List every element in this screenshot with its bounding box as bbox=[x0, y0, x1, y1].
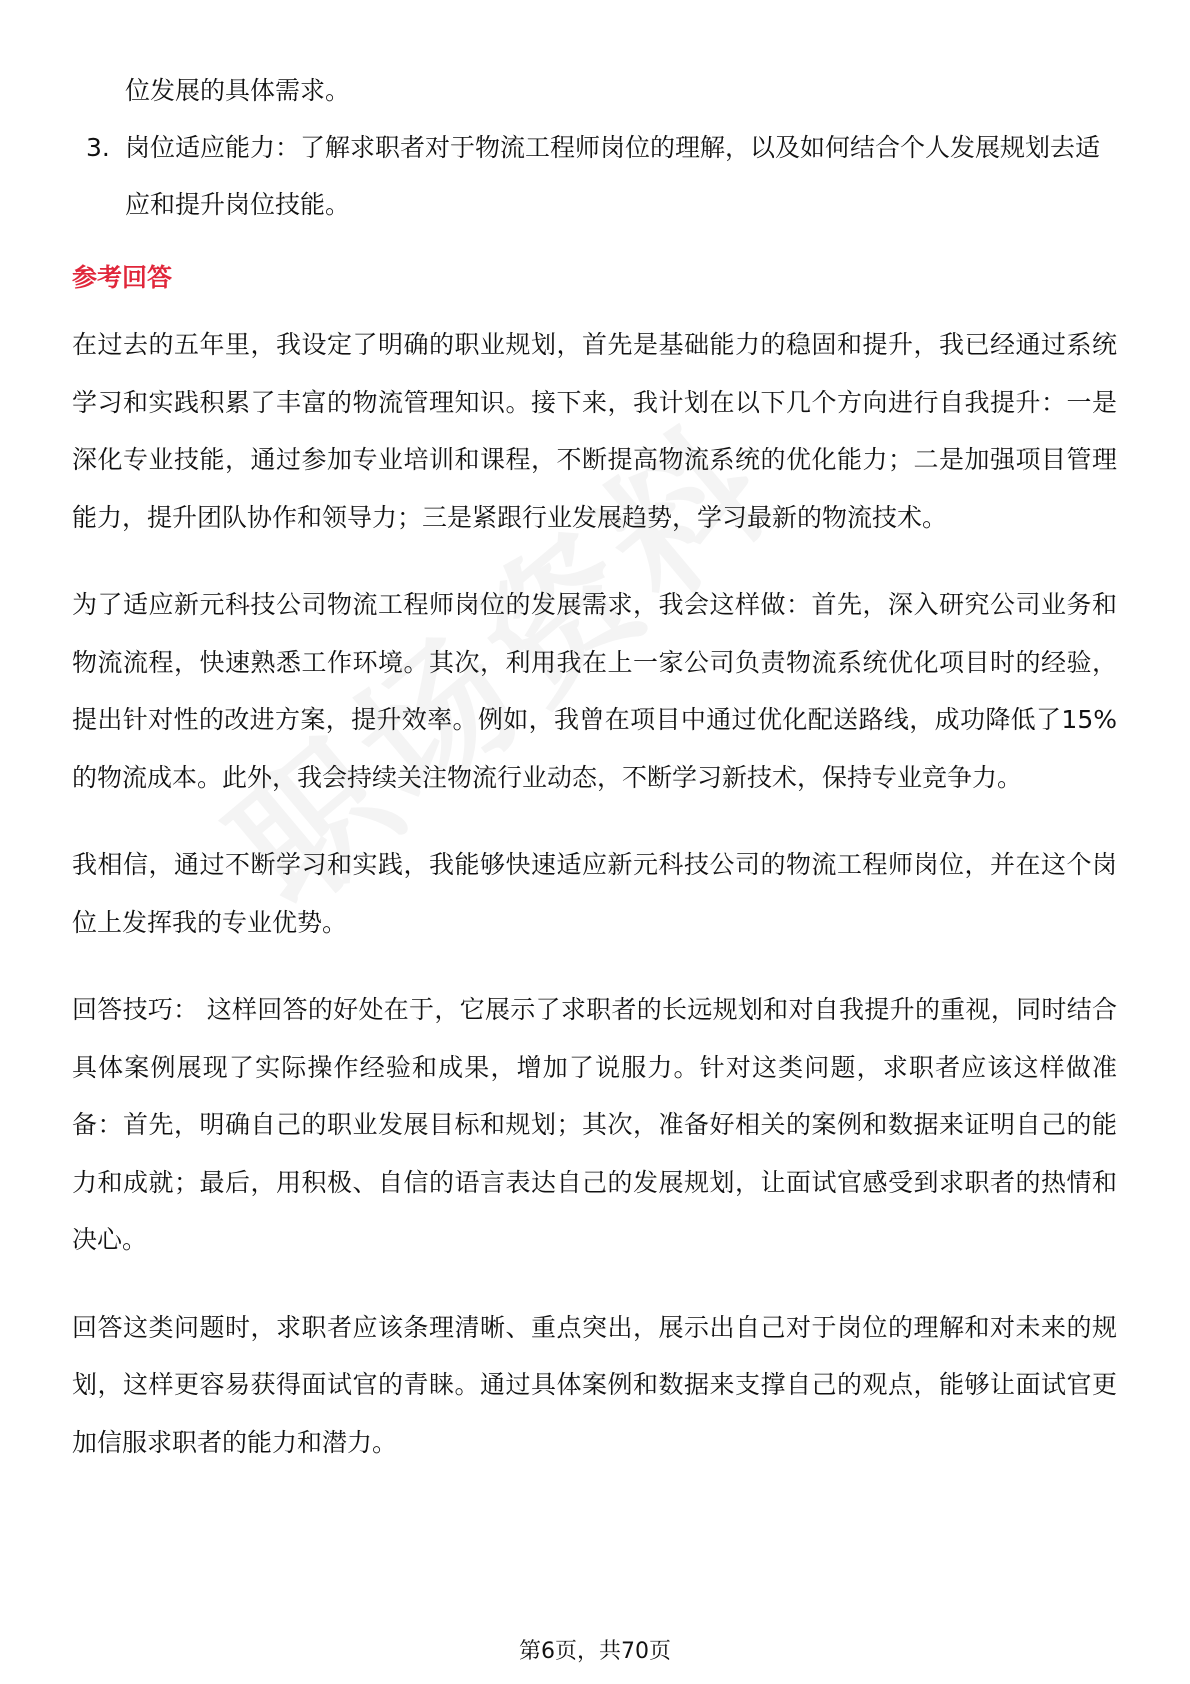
answer-paragraph-2: 为了适应新元科技公司物流工程师岗位的发展需求，我会这样做：首先，深入研究公司业务和物流流程，快速熟悉工作环境。其次，利用我在上一家公司负责物流系统优化项目时的经验，提出针对性的改进方案，提升效率。例如，我曾在项目中通过优化配送路线，成功降低了15%的物流成本。此外，我会持续关注物流行业动态，不断学习新技术，保持专业竞争力。 bbox=[72, 590, 1117, 792]
page-content bbox=[72, 62, 1117, 1501]
list-item-number: 3. bbox=[86, 133, 110, 162]
tips-paragraph: 回答技巧： 这样回答的好处在于，它展示了求职者的长远规划和对自我提升的重视，同时结合具体案例展现了实际操作经验和成果，增加了说服力。针对这类问题，求职者应该这样做准备：首先，明确自己的职业发展目标和规划；其次，准备好相关的案例和数据来证明自己的能力和成就；最后，用积极、自信的语言表达自己的发展规划，让面试官感受到求职者的热情和决心。 bbox=[72, 995, 1117, 1254]
list-item bbox=[72, 119, 1117, 233]
answer-paragraph-3: 我相信，通过不断学习和实践，我能够快速适应新元科技公司的物流工程师岗位，并在这个岗位上发挥我的专业优势。 bbox=[72, 850, 1117, 937]
list-item-continuation: 位发展的具体需求。 bbox=[125, 76, 351, 105]
answer-paragraph-1: 在过去的五年里，我设定了明确的职业规划，首先是基础能力的稳固和提升，我已经通过系统学习和实践积累了丰富的物流管理知识。接下来，我计划在以下几个方向进行自我提升：一是深化专业技能，通过参加专业培训和课程，不断提高物流系统的优化能力；二是加强项目管理能力，提升团队协作和领导力；三是紧跟行业发展趋势，学习最新的物流技术。 bbox=[72, 330, 1117, 532]
section-heading: 参考回答 bbox=[72, 263, 173, 292]
list-item-text: 岗位适应能力：了解求职者对于物流工程师岗位的理解，以及如何结合个人发展规划去适应和提升岗位技能。 bbox=[125, 133, 1101, 219]
summary-paragraph: 回答这类问题时，求职者应该条理清晰、重点突出，展示出自己对于岗位的理解和对未来的规划，这样更容易获得面试官的青睐。通过具体案例和数据来支撑自己的观点，能够让面试官更加信服求职者的能力和潜力。 bbox=[72, 1312, 1117, 1457]
page-number: 第6页，共70页 bbox=[519, 1639, 671, 1664]
